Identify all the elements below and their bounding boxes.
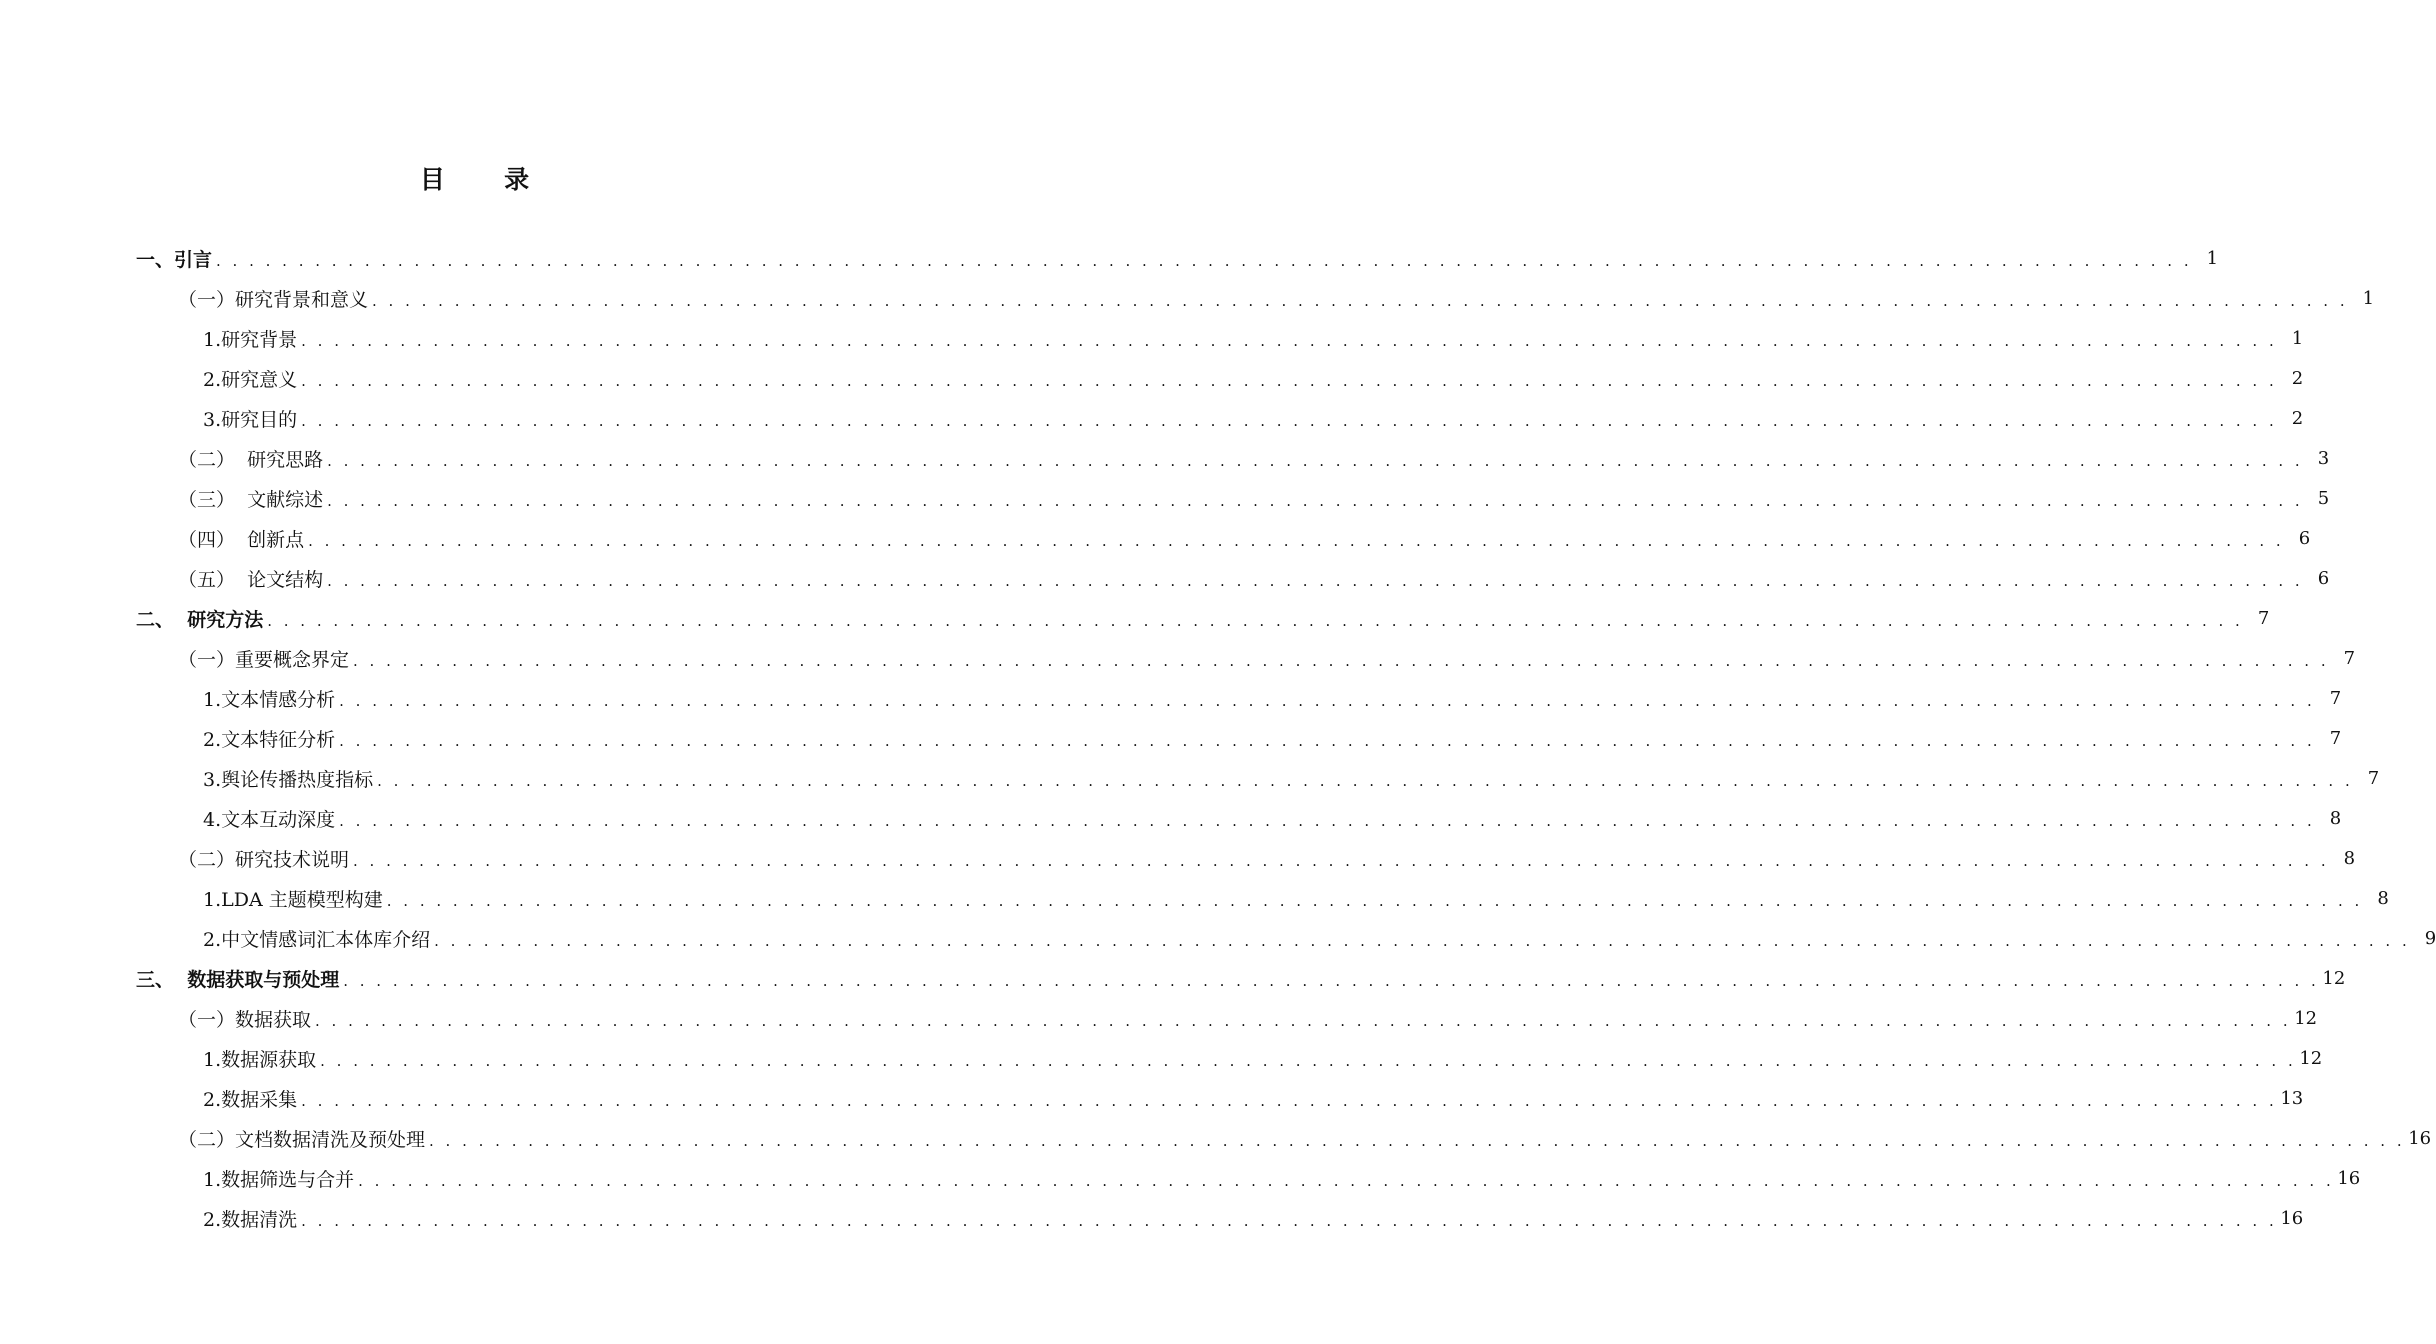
toc-entry[interactable] [0, 518, 2311, 558]
toc-dot-leader: . . . . . . . . . . . . . . . . . . . . . . . . . . . . . . . . . . . . . . . . . . . . . . . . . . . . . . . . . . . . . . . . . . . . . . . . . . . . . . . . . . . . . . . . . . . . . . . . . . . . . . . . . . . . . . . . . . . . . . . . [358, 1171, 2335, 1190]
toc-dot-leader: . . . . . . . . . . . . . . . . . . . . . . . . . . . . . . . . . . . . . . . . . . . . . . . . . . . . . . . . . . . . . . . . . . . . . . . . . . . . . . . . . . . . . . . . . . . . . . . . . . . . . . . . . . . . . . . . . . . . . . . . [353, 651, 2330, 670]
toc-entry-label: 2.文本特征分析 [203, 728, 336, 751]
toc-entry-label: （一）重要概念界定 [178, 648, 350, 671]
toc-entry[interactable] [0, 438, 2330, 478]
toc-entry-label: （二）文档数据清洗及预处理 [178, 1128, 426, 1151]
toc-entry[interactable] [0, 318, 2304, 358]
toc-dot-leader: . . . . . . . . . . . . . . . . . . . . . . . . . . . . . . . . . . . . . . . . . . . . . . . . . . . . . . . . . . . . . . . . . . . . . . . . . . . . . . . . . . . . . . . . . . . . . . . . . . . . . . . . . . . . . . . . . . . . . . . . [434, 931, 2411, 950]
toc-dot-leader: . . . . . . . . . . . . . . . . . . . . . . . . . . . . . . . . . . . . . . . . . . . . . . . . . . . . . . . . . . . . . . . . . . . . . . . . . . . . . . . . . . . . . . . . . . . . . . . . . . . . . . . . . . . . . . . . . . . . . . . . [339, 731, 2316, 750]
toc-entry-label: 二、 研究方法 [136, 608, 264, 631]
toc-entry[interactable] [0, 358, 2304, 398]
toc-entry[interactable] [0, 678, 2342, 718]
toc-page-number: 16 [2408, 1127, 2432, 1149]
toc-entry-label: 2.中文情感词汇本体库介绍 [203, 928, 431, 951]
toc-title: 目 录 [419, 165, 531, 194]
toc-page-number: 8 [2329, 807, 2342, 829]
toc-entry-label: 2.研究意义 [203, 368, 298, 391]
toc-dot-leader: . . . . . . . . . . . . . . . . . . . . . . . . . . . . . . . . . . . . . . . . . . . . . . . . . . . . . . . . . . . . . . . . . . . . . . . . . . . . . . . . . . . . . . . . . . . . . . . . . . . . . . . . . . . . . . . . . . . . . . . . [353, 851, 2330, 870]
toc-entry[interactable] [0, 1038, 2323, 1078]
toc-entry-label: （二） 研究思路 [178, 448, 324, 471]
toc-entry-label: 1.研究背景 [203, 328, 298, 351]
toc-page-number: 12 [2294, 1007, 2318, 1029]
toc-dot-leader: . . . . . . . . . . . . . . . . . . . . . . . . . . . . . . . . . . . . . . . . . . . . . . . . . . . . . . . . . . . . . . . . . . . . . . . . . . . . . . . . . . . . . . . . . . . . . . . . . . . . . . . . . . . . . . . . . . . . . . . . [315, 1011, 2292, 1030]
toc-entry-label: 2.数据清洗 [203, 1208, 298, 1231]
toc-entry-label: 1.数据源获取 [203, 1048, 317, 1071]
toc-page-number: 7 [2329, 727, 2342, 749]
toc-page-number: 1 [2291, 327, 2304, 349]
toc-entry-label: 一、引言 [136, 248, 213, 271]
toc-page-number: 7 [2257, 607, 2270, 629]
toc-dot-leader: . . . . . . . . . . . . . . . . . . . . . . . . . . . . . . . . . . . . . . . . . . . . . . . . . . . . . . . . . . . . . . . . . . . . . . . . . . . . . . . . . . . . . . . . . . . . . . . . . . . . . . . . . . . . . . . . . . . . . . . . [267, 611, 2244, 630]
toc-page-number: 7 [2329, 687, 2342, 709]
toc-entry-label: （一）数据获取 [178, 1008, 312, 1031]
toc-dot-leader: . . . . . . . . . . . . . . . . . . . . . . . . . . . . . . . . . . . . . . . . . . . . . . . . . . . . . . . . . . . . . . . . . . . . . . . . . . . . . . . . . . . . . . . . . . . . . . . . . . . . . . . . . . . . . . . . . . . . . . . . [216, 251, 2193, 270]
toc-entry[interactable] [0, 758, 2380, 798]
toc-entry-label: 三、 数据获取与预处理 [136, 968, 340, 991]
toc-entry-label: （二）研究技术说明 [178, 848, 350, 871]
toc-entry[interactable] [0, 638, 2356, 678]
toc-entry[interactable] [0, 478, 2330, 518]
toc-dot-leader: . . . . . . . . . . . . . . . . . . . . . . . . . . . . . . . . . . . . . . . . . . . . . . . . . . . . . . . . . . . . . . . . . . . . . . . . . . . . . . . . . . . . . . . . . . . . . . . . . . . . . . . . . . . . . . . . . . . . . . . . [377, 771, 2354, 790]
toc-entry-label: 1.文本情感分析 [203, 688, 336, 711]
toc-entry[interactable] [0, 958, 2346, 998]
toc-entry-label: 2.数据采集 [203, 1088, 298, 1111]
toc-dot-leader: . . . . . . . . . . . . . . . . . . . . . . . . . . . . . . . . . . . . . . . . . . . . . . . . . . . . . . . . . . . . . . . . . . . . . . . . . . . . . . . . . . . . . . . . . . . . . . . . . . . . . . . . . . . . . . . . . . . . . . . . [327, 491, 2304, 510]
toc-entry[interactable] [0, 598, 2270, 638]
toc-entry[interactable] [0, 1198, 2304, 1238]
toc-page-number: 12 [2322, 967, 2346, 989]
toc-entry-label: 1.数据筛选与合并 [203, 1168, 355, 1191]
toc-page-number: 3 [2317, 447, 2330, 469]
toc-entry[interactable] [0, 1078, 2304, 1118]
toc-page-number: 9 [2424, 927, 2436, 949]
toc-page-number: 16 [2337, 1167, 2361, 1189]
toc-dot-leader: . . . . . . . . . . . . . . . . . . . . . . . . . . . . . . . . . . . . . . . . . . . . . . . . . . . . . . . . . . . . . . . . . . . . . . . . . . . . . . . . . . . . . . . . . . . . . . . . . . . . . . . . . . . . . . . . . . . . . . . . [372, 291, 2349, 310]
toc-entry-label: 3.舆论传播热度指标 [203, 768, 374, 791]
toc-page-number: 2 [2291, 367, 2304, 389]
toc-dot-leader: . . . . . . . . . . . . . . . . . . . . . . . . . . . . . . . . . . . . . . . . . . . . . . . . . . . . . . . . . . . . . . . . . . . . . . . . . . . . . . . . . . . . . . . . . . . . . . . . . . . . . . . . . . . . . . . . . . . . . . . . [301, 371, 2278, 390]
toc-entry[interactable] [0, 558, 2330, 598]
toc-page-number: 8 [2343, 847, 2356, 869]
toc-entry-label: 1.LDA 主题模型构建 [203, 888, 383, 911]
toc-entry-label: （三） 文献综述 [178, 488, 324, 511]
toc-page-number: 6 [2298, 527, 2311, 549]
toc-entry[interactable] [0, 838, 2356, 878]
toc-page-number: 5 [2317, 487, 2330, 509]
toc-page-number: 1 [2206, 247, 2219, 269]
toc-entry[interactable] [0, 878, 2389, 918]
toc-entry-label: （一）研究背景和意义 [178, 288, 369, 311]
toc-entry[interactable] [0, 998, 2318, 1038]
toc-entry[interactable] [0, 718, 2342, 758]
toc-entry[interactable] [0, 1118, 2432, 1158]
toc-entry[interactable] [0, 238, 2219, 278]
toc-dot-leader: . . . . . . . . . . . . . . . . . . . . . . . . . . . . . . . . . . . . . . . . . . . . . . . . . . . . . . . . . . . . . . . . . . . . . . . . . . . . . . . . . . . . . . . . . . . . . . . . . . . . . . . . . . . . . . . . . . . . . . . . [327, 451, 2304, 470]
toc-page-number: 16 [2280, 1207, 2304, 1229]
toc-page-number: 2 [2291, 407, 2304, 429]
toc-dot-leader: . . . . . . . . . . . . . . . . . . . . . . . . . . . . . . . . . . . . . . . . . . . . . . . . . . . . . . . . . . . . . . . . . . . . . . . . . . . . . . . . . . . . . . . . . . . . . . . . . . . . . . . . . . . . . . . . . . . . . . . . [339, 691, 2316, 710]
toc-page-number: 7 [2367, 767, 2380, 789]
toc-entry-label: （四） 创新点 [178, 528, 305, 551]
toc-dot-leader: . . . . . . . . . . . . . . . . . . . . . . . . . . . . . . . . . . . . . . . . . . . . . . . . . . . . . . . . . . . . . . . . . . . . . . . . . . . . . . . . . . . . . . . . . . . . . . . . . . . . . . . . . . . . . . . . . . . . . . . . [320, 1051, 2297, 1070]
toc-entry-label: （五） 论文结构 [178, 568, 324, 591]
toc-page-number: 12 [2299, 1047, 2323, 1069]
toc-dot-leader: . . . . . . . . . . . . . . . . . . . . . . . . . . . . . . . . . . . . . . . . . . . . . . . . . . . . . . . . . . . . . . . . . . . . . . . . . . . . . . . . . . . . . . . . . . . . . . . . . . . . . . . . . . . . . . . . . . . . . . . . [429, 1131, 2406, 1150]
toc-entry-label: 3.研究目的 [203, 408, 298, 431]
table-of-contents [0, 238, 2436, 1238]
toc-entry[interactable] [0, 398, 2304, 438]
toc-dot-leader: . . . . . . . . . . . . . . . . . . . . . . . . . . . . . . . . . . . . . . . . . . . . . . . . . . . . . . . . . . . . . . . . . . . . . . . . . . . . . . . . . . . . . . . . . . . . . . . . . . . . . . . . . . . . . . . . . . . . . . . . [343, 971, 2320, 990]
toc-page-number: 7 [2343, 647, 2356, 669]
toc-dot-leader: . . . . . . . . . . . . . . . . . . . . . . . . . . . . . . . . . . . . . . . . . . . . . . . . . . . . . . . . . . . . . . . . . . . . . . . . . . . . . . . . . . . . . . . . . . . . . . . . . . . . . . . . . . . . . . . . . . . . . . . . [301, 1091, 2278, 1110]
toc-dot-leader: . . . . . . . . . . . . . . . . . . . . . . . . . . . . . . . . . . . . . . . . . . . . . . . . . . . . . . . . . . . . . . . . . . . . . . . . . . . . . . . . . . . . . . . . . . . . . . . . . . . . . . . . . . . . . . . . . . . . . . . . [301, 411, 2278, 430]
toc-dot-leader: . . . . . . . . . . . . . . . . . . . . . . . . . . . . . . . . . . . . . . . . . . . . . . . . . . . . . . . . . . . . . . . . . . . . . . . . . . . . . . . . . . . . . . . . . . . . . . . . . . . . . . . . . . . . . . . . . . . . . . . . [301, 331, 2278, 350]
toc-page-number: 1 [2362, 287, 2375, 309]
toc-entry[interactable] [0, 918, 2436, 958]
toc-dot-leader: . . . . . . . . . . . . . . . . . . . . . . . . . . . . . . . . . . . . . . . . . . . . . . . . . . . . . . . . . . . . . . . . . . . . . . . . . . . . . . . . . . . . . . . . . . . . . . . . . . . . . . . . . . . . . . . . . . . . . . . . [327, 571, 2304, 590]
toc-entry[interactable] [0, 798, 2342, 838]
toc-page-number: 6 [2317, 567, 2330, 589]
toc-page-number: 8 [2377, 887, 2389, 909]
toc-entry[interactable] [0, 278, 2375, 318]
toc-dot-leader: . . . . . . . . . . . . . . . . . . . . . . . . . . . . . . . . . . . . . . . . . . . . . . . . . . . . . . . . . . . . . . . . . . . . . . . . . . . . . . . . . . . . . . . . . . . . . . . . . . . . . . . . . . . . . . . . . . . . . . . . [301, 1211, 2278, 1230]
toc-entry-label: 4.文本互动深度 [203, 808, 336, 831]
toc-entry[interactable] [0, 1158, 2361, 1198]
toc-dot-leader: . . . . . . . . . . . . . . . . . . . . . . . . . . . . . . . . . . . . . . . . . . . . . . . . . . . . . . . . . . . . . . . . . . . . . . . . . . . . . . . . . . . . . . . . . . . . . . . . . . . . . . . . . . . . . . . . . . . . . . . . [386, 891, 2363, 910]
toc-page-number: 13 [2280, 1087, 2304, 1109]
toc-dot-leader: . . . . . . . . . . . . . . . . . . . . . . . . . . . . . . . . . . . . . . . . . . . . . . . . . . . . . . . . . . . . . . . . . . . . . . . . . . . . . . . . . . . . . . . . . . . . . . . . . . . . . . . . . . . . . . . . . . . . . . . . [339, 811, 2316, 830]
toc-dot-leader: . . . . . . . . . . . . . . . . . . . . . . . . . . . . . . . . . . . . . . . . . . . . . . . . . . . . . . . . . . . . . . . . . . . . . . . . . . . . . . . . . . . . . . . . . . . . . . . . . . . . . . . . . . . . . . . . . . . . . . . . [308, 531, 2285, 550]
